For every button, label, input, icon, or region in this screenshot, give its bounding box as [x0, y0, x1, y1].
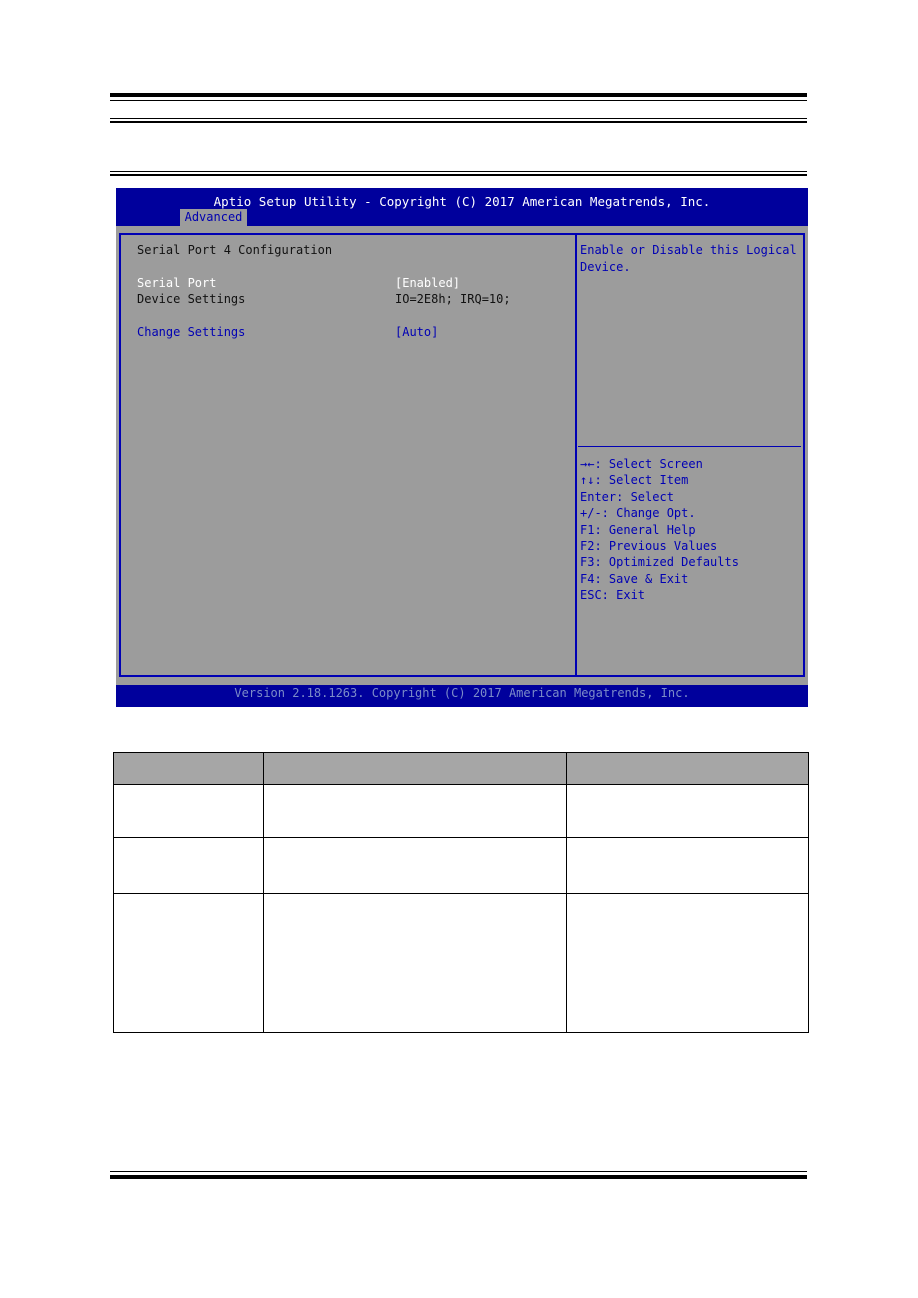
key-change-opt: +/-: Change Opt. — [580, 506, 696, 520]
table-row — [114, 785, 809, 838]
table-cell — [263, 838, 567, 894]
key-general-help: F1: General Help — [580, 523, 696, 537]
table-header-cell — [567, 753, 809, 785]
key-optimized-defaults: F3: Optimized Defaults — [580, 555, 739, 569]
change-settings-label[interactable]: Change Settings — [137, 325, 246, 339]
change-settings-value[interactable]: [Auto] — [395, 325, 439, 339]
table-row — [114, 838, 809, 894]
key-previous-values: F2: Previous Values — [580, 539, 718, 553]
key-select-item: ↑↓: Select Item — [580, 473, 689, 487]
bios-footer: Version 2.18.1263. Copyright (C) 2017 American Megatrends, Inc. — [116, 685, 808, 707]
bios-title: Aptio Setup Utility - Copyright (C) 2017 American Megatrends, Inc. — [213, 194, 711, 209]
key-save-exit: F4: Save & Exit — [580, 572, 689, 586]
device-settings-label: Device Settings — [137, 292, 246, 306]
bios-header — [116, 188, 808, 226]
bottom-rule-thick — [110, 1175, 807, 1179]
bios-panel-divider — [575, 233, 577, 677]
help-text-line-1: Enable or Disable this Logical — [580, 243, 797, 257]
table-row — [114, 894, 809, 1033]
table-header-cell — [263, 753, 567, 785]
table-header-cell — [114, 753, 264, 785]
help-text-line-2: Device. — [580, 260, 631, 274]
table-cell — [567, 785, 809, 838]
table-cell — [263, 894, 567, 1033]
table-header-row — [114, 753, 809, 785]
device-settings-value: IO=2E8h; IRQ=10; — [395, 292, 511, 306]
tab-advanced[interactable]: Advanced — [180, 209, 247, 226]
table-cell — [263, 785, 567, 838]
serial-port-value[interactable]: [Enabled] — [395, 276, 461, 290]
section-rule-thick — [110, 174, 807, 176]
table-cell — [114, 894, 264, 1033]
serial-port-label[interactable]: Serial Port — [137, 276, 217, 290]
table-cell — [567, 894, 809, 1033]
section-rule-thin — [110, 171, 807, 172]
key-select-screen: →←: Select Screen — [580, 457, 703, 471]
bios-screenshot — [116, 188, 808, 707]
section-title: Serial Port 4 Configuration — [137, 243, 333, 257]
key-esc-exit: ESC: Exit — [580, 588, 646, 602]
top-rule-thin — [110, 100, 807, 101]
bios-help-divider — [578, 446, 801, 447]
header-rule-thick — [110, 121, 807, 123]
bottom-rule-thin — [110, 1171, 807, 1172]
settings-table — [113, 752, 809, 1033]
table-cell — [114, 838, 264, 894]
table-cell — [114, 785, 264, 838]
top-rule-thick — [110, 93, 807, 97]
key-enter-select: Enter: Select — [580, 490, 674, 504]
header-rule-thin — [110, 118, 807, 119]
table-cell — [567, 838, 809, 894]
